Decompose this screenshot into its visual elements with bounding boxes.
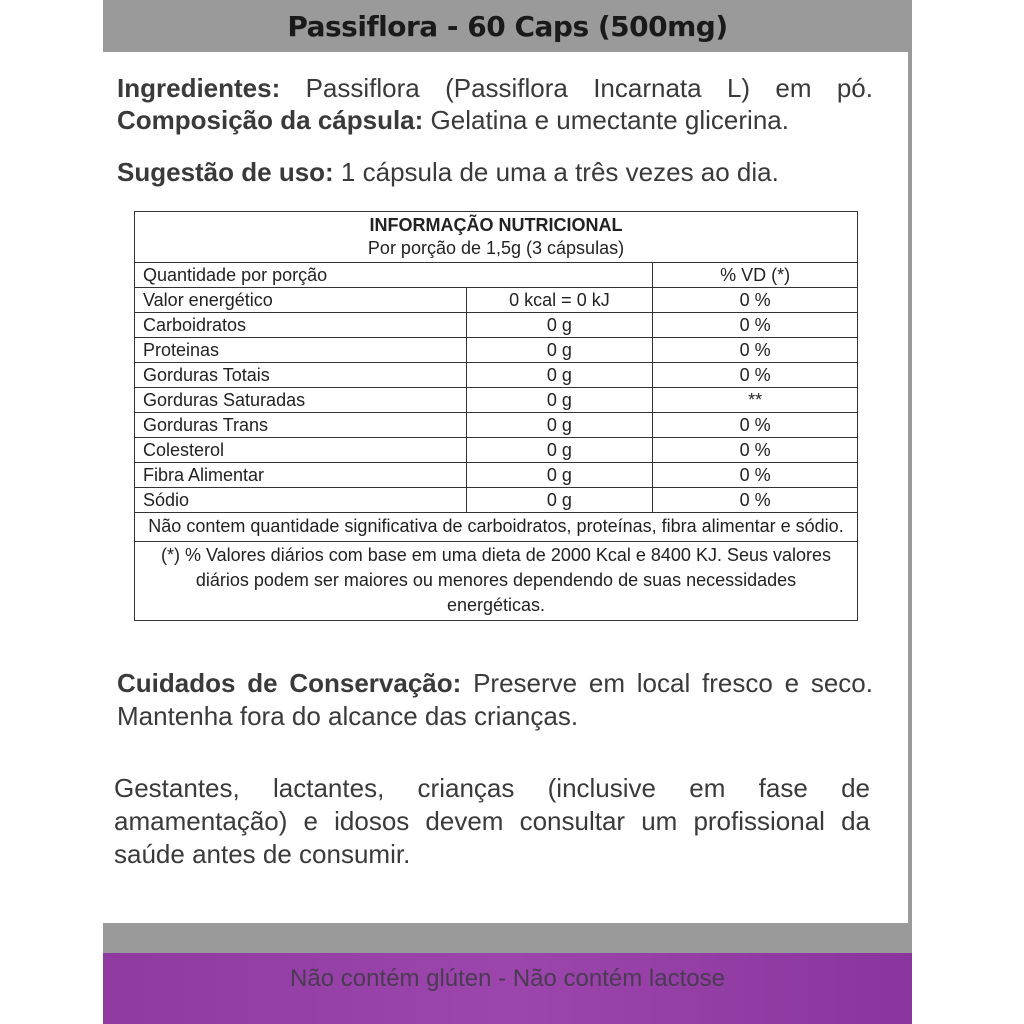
footer-gray-band [103, 923, 912, 953]
nutrition-row [135, 363, 858, 388]
warning-paragraph: Gestantes, lactantes, crianças (inclusive em fase de amamentação) e idosos devem consultar um profissional da saúde antes de consumir. [114, 773, 870, 869]
nutrient-name: Gorduras Totais [135, 363, 467, 388]
nutrition-serving: Por porção de 1,5g (3 cápsulas) [367, 238, 625, 258]
care-paragraph [117, 667, 873, 733]
usage-text: 1 cápsula de uma a três vezes ao dia. [333, 157, 779, 187]
col-vd-header: % VD (*) [653, 263, 858, 288]
nutrient-amount: 0 g [466, 488, 653, 513]
composition-label: Composição da cápsula: [117, 105, 424, 135]
product-title: Passiflora - 60 Caps (500mg) [287, 9, 728, 43]
nutrition-note1-row [135, 513, 858, 542]
nutrient-amount: 0 g [466, 313, 653, 338]
nutrition-note2-row [135, 542, 858, 621]
nutrient-amount: 0 g [466, 413, 653, 438]
nutrient-amount: 0 g [466, 388, 653, 413]
usage-label: Sugestão de uso: [117, 157, 334, 187]
nutrient-vd: 0 % [653, 363, 858, 388]
footer-band [103, 953, 912, 1024]
title-bar [103, 0, 912, 52]
nutrient-vd: 0 % [653, 338, 858, 363]
composition-line [117, 104, 873, 137]
right-edge-border [908, 0, 912, 1024]
nutrient-name: Gorduras Trans [135, 413, 467, 438]
nutrition-note-2: (*) % Valores diários com base em uma dieta de 2000 Kcal e 8400 KJ. Seus valores diários podem ser maiores ou menores dependendo de suas necessidades energéticas. [135, 542, 858, 621]
ingredients-label: Ingredientes: [117, 73, 281, 103]
nutrient-amount: 0 g [466, 338, 653, 363]
nutrient-vd: 0 % [653, 463, 858, 488]
col-amount-header: Quantidade por porção [135, 263, 653, 288]
nutrient-vd: 0 % [653, 413, 858, 438]
nutrient-name: Sódio [135, 488, 467, 513]
nutrient-amount: 0 g [466, 463, 653, 488]
nutrient-name: Colesterol [135, 438, 467, 463]
nutrition-header [135, 212, 858, 263]
composition-text: Gelatina e umectante glicerina. [423, 105, 789, 135]
nutrient-name: Valor energético [135, 288, 467, 313]
nutrient-vd: 0 % [653, 438, 858, 463]
nutrition-note-1: Não contem quantidade significativa de carboidratos, proteínas, fibra alimentar e sódio. [135, 513, 858, 542]
nutrition-row [135, 463, 858, 488]
nutrient-amount: 0 g [466, 363, 653, 388]
nutrient-amount: 0 kcal = 0 kJ [466, 288, 653, 313]
nutrition-row [135, 488, 858, 513]
nutrition-column-row [135, 263, 858, 288]
nutrition-row [135, 438, 858, 463]
nutrition-row [135, 288, 858, 313]
nutrient-name: Carboidratos [135, 313, 467, 338]
nutrient-name: Gorduras Saturadas [135, 388, 467, 413]
nutrient-vd: ** [653, 388, 858, 413]
nutrient-vd: 0 % [653, 288, 858, 313]
nutrition-table [134, 211, 858, 621]
nutrition-row [135, 313, 858, 338]
nutrient-vd: 0 % [653, 488, 858, 513]
nutrition-row [135, 338, 858, 363]
nutrition-row [135, 388, 858, 413]
nutrient-vd: 0 % [653, 313, 858, 338]
care-label: Cuidados de Conservação: [117, 668, 462, 698]
usage-line [117, 156, 873, 189]
nutrition-header-row [135, 212, 858, 263]
allergen-note: Não contém glúten - Não contém lactose [290, 964, 725, 992]
nutrition-title: INFORMAÇÃO NUTRICIONAL [369, 215, 623, 235]
care-text: Preserve em local fresco e seco. Mantenha fora do alcance das crianças. [117, 668, 873, 731]
ingredients-text: Passiflora (Passiflora Incarnata L) em pó. [280, 73, 873, 103]
nutrient-name: Proteinas [135, 338, 467, 363]
nutrient-name: Fibra Alimentar [135, 463, 467, 488]
nutrient-amount: 0 g [466, 438, 653, 463]
nutrition-row [135, 413, 858, 438]
ingredients-line [117, 72, 873, 105]
